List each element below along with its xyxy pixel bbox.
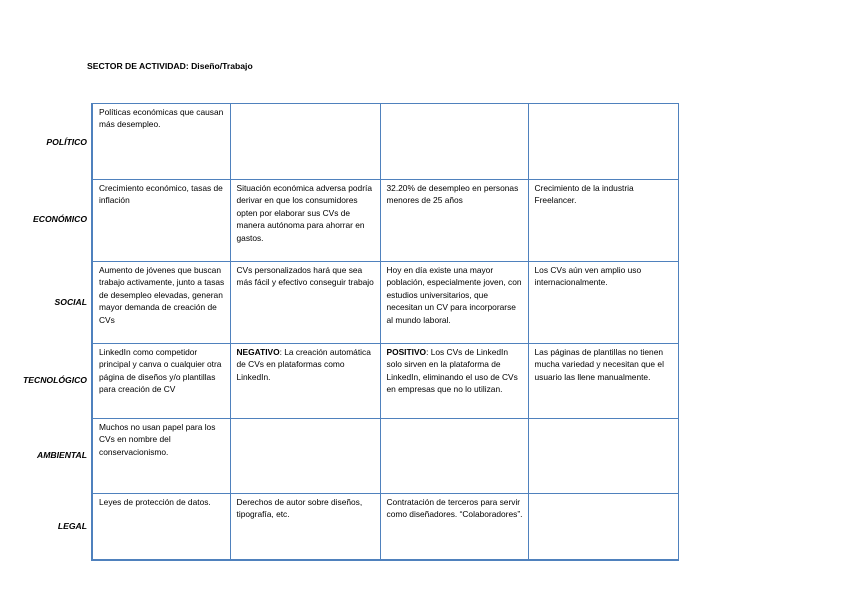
row-label-economico: ECONÓMICO [33, 214, 87, 224]
sector-heading [87, 61, 253, 71]
cell-text: : Los CVs de LinkedIn solo sirven en la plataforma de LinkedIn, eliminando el uso de CVs en empresas que no lo utilizan. [386, 347, 518, 395]
table-cell: Crecimiento de la industria Freelancer. [528, 180, 678, 262]
table-cell: Crecimiento económico, tasas de inflación [92, 180, 230, 262]
table-row-tecnologico [92, 344, 678, 419]
table-cell: LinkedIn como competidor principal y canva o cualquier otra página de diseños y/o plantillas para creación de CV [92, 344, 230, 419]
sector-value: Diseño/Trabajo [191, 61, 253, 71]
row-label-social: SOCIAL [54, 297, 87, 307]
table-cell: Leyes de protección de datos. [92, 494, 230, 560]
table-cell: CVs personalizados hará que sea más fácil y efectivo conseguir trabajo [230, 262, 380, 344]
table-cell [380, 104, 528, 180]
table-cell [528, 419, 678, 494]
table-cell: Las páginas de plantillas no tienen mucha variedad y necesitan que el usuario las llene manualmente. [528, 344, 678, 419]
positive-label: POSITIVO [386, 347, 427, 357]
table-cell [528, 494, 678, 560]
table-cell: Contratación de terceros para servir como diseñadores. “Colaboradores”. [380, 494, 528, 560]
pestel-table [91, 103, 679, 561]
table-cell [230, 344, 380, 419]
table-cell [380, 344, 528, 419]
table-cell: Derechos de autor sobre diseños, tipografía, etc. [230, 494, 380, 560]
table-cell [528, 104, 678, 180]
table-row-economico [92, 180, 678, 262]
table-row-social [92, 262, 678, 344]
table-cell [230, 419, 380, 494]
table-row-legal [92, 494, 678, 560]
table-cell: Los CVs aún ven amplio uso internacionalmente. [528, 262, 678, 344]
table-cell: Hoy en día existe una mayor población, especialmente joven, con estudios universitarios, que necesitan un CV para incorporarse al mundo laboral. [380, 262, 528, 344]
table-cell: Aumento de jóvenes que buscan trabajo activamente, junto a tasas de desempleo elevadas, generan mayor demanda de creación de CVs [92, 262, 230, 344]
row-label-legal: LEGAL [57, 521, 87, 531]
row-label-tecnologico: TECNOLÓGICO [23, 375, 87, 385]
row-label-ambiental: AMBIENTAL [37, 450, 87, 460]
table-cell [380, 419, 528, 494]
negative-label: NEGATIVO [236, 347, 280, 357]
table-row-politico [92, 104, 678, 180]
table-cell [230, 104, 380, 180]
cell-text: : La creación automática de CVs en plataformas como LinkedIn. [236, 347, 371, 382]
table-cell: Situación económica adversa podría derivar en que los consumidores opten por elaborar sus CVs de manera autónoma para ahorrar en gastos. [230, 180, 380, 262]
sector-label: SECTOR DE ACTIVIDAD: [87, 61, 189, 71]
table-cell: 32.20% de desempleo en personas menores de 25 años [380, 180, 528, 262]
table-cell: Políticas económicas que causan más desempleo. [92, 104, 230, 180]
table-row-ambiental [92, 419, 678, 494]
table-cell: Muchos no usan papel para los CVs en nombre del conservacionismo. [92, 419, 230, 494]
row-label-politico: POLÍTICO [46, 137, 87, 147]
